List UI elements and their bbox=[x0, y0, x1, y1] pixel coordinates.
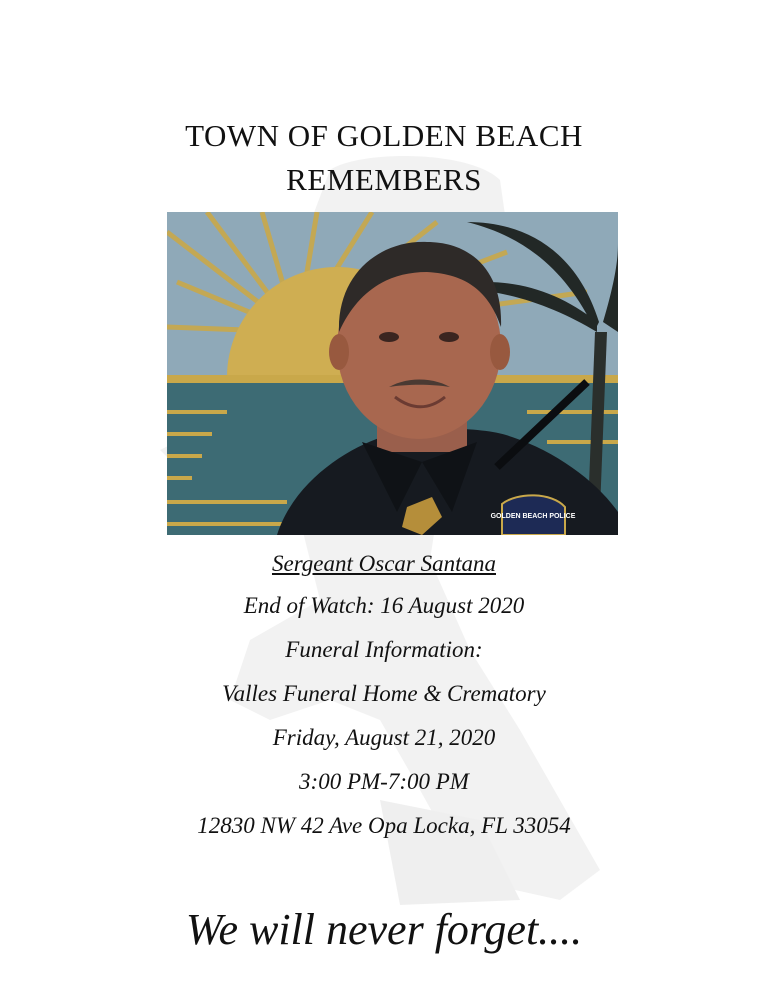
service-date: Friday, August 21, 2020 bbox=[272, 725, 496, 750]
closing-message: We will never forget.... bbox=[185, 905, 583, 954]
funeral-heading: Funeral Information: bbox=[285, 637, 483, 662]
end-of-watch: End of Watch: 16 August 2020 bbox=[243, 593, 525, 618]
badge-text: GOLDEN BEACH POLICE bbox=[490, 513, 576, 520]
service-address: 12830 NW 42 Ave Opa Locka, FL 33054 bbox=[197, 813, 571, 838]
page-title-line-2: REMEMBERS bbox=[286, 162, 482, 197]
page-title-line-1: TOWN OF GOLDEN BEACH bbox=[185, 118, 583, 153]
service-time: 3:00 PM-7:00 PM bbox=[299, 769, 469, 794]
funeral-home: Valles Funeral Home & Crematory bbox=[222, 681, 546, 706]
officer-name: Sergeant Oscar Santana bbox=[271, 551, 496, 576]
memorial-portrait-image bbox=[167, 212, 618, 535]
